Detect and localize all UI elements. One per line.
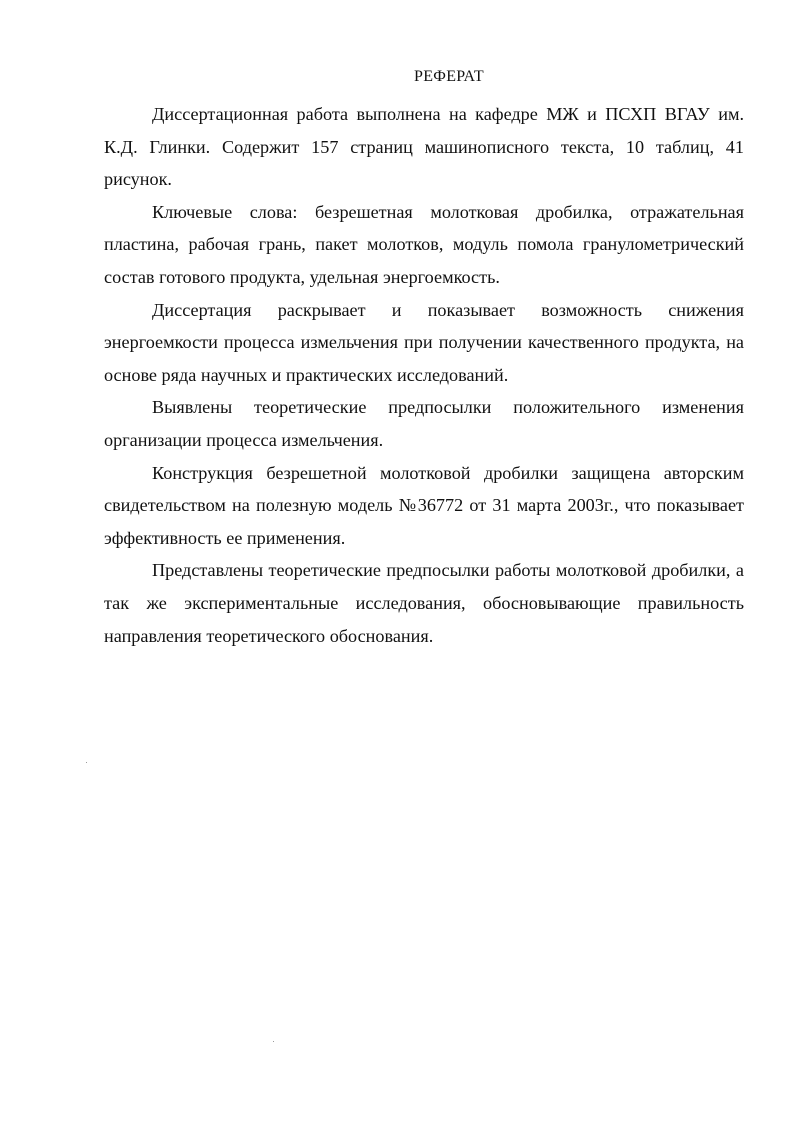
paragraph-department: Диссертационная работа выполнена на кафедре МЖ и ПСХП ВГАУ им. К.Д. Глинки. Содержит 157 страниц машинописного текста, 10 таблиц, 41 рисунок.	[104, 104, 744, 190]
paragraph-prerequisites: Выявлены теоретические предпосылки положительного изменения организации процесса измельчения.	[104, 397, 744, 450]
scan-speck	[86, 762, 87, 763]
paragraph-dissertation-reveals: Диссертация раскрывает и показывает возможность снижения энергоемкости процесса измельчения при получении качественного продукта, на основе ряда научных и практических исследований.	[104, 299, 744, 385]
page-title: РЕФЕРАТ	[414, 68, 484, 85]
paragraph-patent: Конструкция безрешетной молотковой дробилки защищена авторским свидетельством на полезную модель №36772 от 31 марта 2003г., что показывает эффективность ее применения.	[104, 462, 744, 548]
paragraph-keywords: Ключевые слова: безрешетная молотковая дробилка, отражательная пластина, рабочая грань, пакет молотков, модуль помола гранулометрический состав готового продукта, удельная энергоемкость.	[104, 201, 744, 287]
paragraph-experiments: Представлены теоретические предпосылки работы молотковой дробилки, а так же экспериментальные исследования, обосновывающие правильность направления теоретического обоснования.	[104, 560, 744, 646]
scan-speck	[273, 1041, 274, 1042]
abstract-body	[104, 98, 744, 652]
